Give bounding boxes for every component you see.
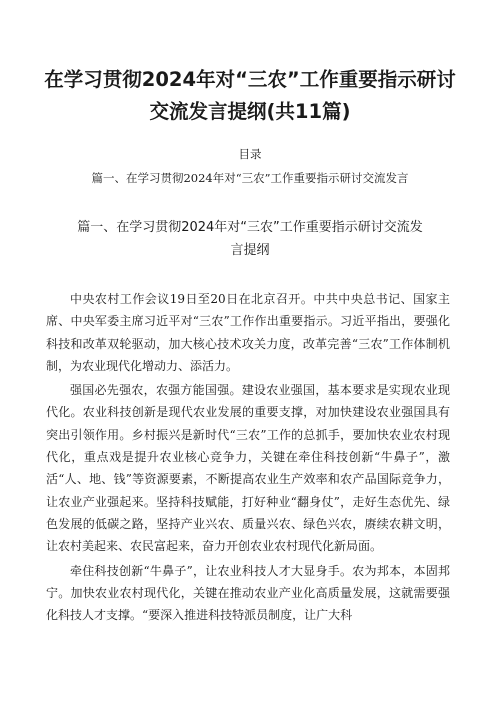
section-title-line-2: 言提纲 bbox=[230, 243, 270, 258]
body-text bbox=[40, 288, 460, 626]
document-title bbox=[40, 64, 460, 128]
section-title bbox=[40, 216, 460, 262]
section-title-line-1: 篇一、在学习贯彻2024年对“三农”工作重要指示研讨交流发 bbox=[77, 220, 423, 235]
document-title-line-1: 在学习贯彻2024年对“三农”工作重要指示研讨 bbox=[44, 68, 456, 91]
toc-item-1[interactable]: 篇一、在学习贯彻2024年对“三农”工作重要指示研讨交流发言 bbox=[91, 171, 409, 185]
paragraph-2: 强国必先强农，农强方能国强。建设农业强国，基本要求是实现农业现代化。农业科技创新是现代农业发展的重要支撑，对加快建设农业强国具有突出引领作用。乡村振兴是新时代“三农”工作的总抓手，要加快农业农村现代化，重点戏是提升农业核心竞争力，关键在牵住科技创新“牛鼻子”，激活“人、地、钱”等资源要素，不断提高农业生产效率和农产品国际竞争力，让农业产业强起来。坚持科技赋能，打好种业“翻身仗”，走好生态优先、绿色发展的低碳之路，坚持产业兴农、质量兴农、绿色兴农，赓续农耕文明，让农村美起来、农民富起来，奋力开创农业农村现代化新局面。 bbox=[46, 383, 450, 554]
paragraph-3: 牵住科技创新“牛鼻子”，让农业科技人才大显身手。农为邦本，本固邦宁。加快农业农村现代化，关键在推动农业产业化高质量发展，这就需要强化科技人才支撑。“要深入推进科技特派员制度，让广大科 bbox=[46, 563, 450, 623]
table-of-contents-label: 目录 bbox=[238, 147, 262, 161]
document-title-line-2: 交流发言提纲(共11篇) bbox=[149, 100, 351, 123]
paragraph-1: 中央农村工作会议19日至20日在北京召开。中共中央总书记、国家主席、中央军委主席习近平对“三农”工作作出重要指示。习近平指出，要强化科技和改革双轮驱动，加大核心技术攻关力度，改革完善“三农”工作体制机制，为农业现代化增动力、添活力。 bbox=[46, 292, 450, 373]
